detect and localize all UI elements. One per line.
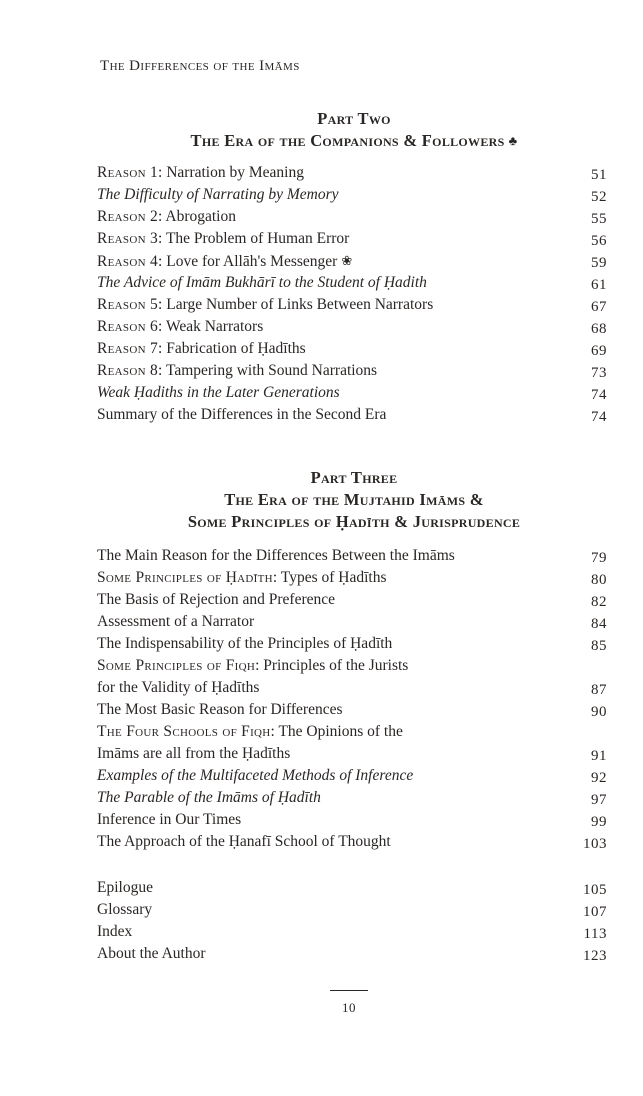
toc-reason-label: Reason 1 xyxy=(97,164,159,181)
page-number: 10 xyxy=(342,1000,356,1015)
toc-entry-title: Weak Ḥadiths in the Later Generations xyxy=(97,384,340,401)
toc-entry-title: Epilogue xyxy=(97,879,153,896)
toc-row[interactable] xyxy=(97,611,607,633)
toc-entry-title: The Advice of Imām Bukhārī to the Student of Ḥadith xyxy=(97,274,427,291)
toc-row[interactable] xyxy=(97,899,607,921)
toc-row[interactable] xyxy=(97,765,607,787)
toc-reason-label: Reason 2 xyxy=(97,208,159,225)
toc-page-number: 55 xyxy=(591,211,607,227)
toc-entry-title: : Types of Ḥadīths xyxy=(272,569,387,586)
toc-section-label: The Four Schools of Fiqh xyxy=(97,723,271,740)
toc-row[interactable] xyxy=(97,272,607,294)
toc-row[interactable] xyxy=(97,184,607,206)
toc-entry-title: : Tampering with Sound Narrations xyxy=(158,362,378,379)
toc-section-label: Some Principles of Fiqh xyxy=(97,657,256,674)
part-two-title: Part Two xyxy=(317,109,391,128)
toc-entry-title: Summary of the Differences in the Second Era xyxy=(97,406,387,423)
toc-row[interactable] xyxy=(97,338,607,360)
toc-entry-title: About the Author xyxy=(97,945,206,962)
running-head: The Differences of the Imāms xyxy=(100,58,300,74)
toc-page-number: 67 xyxy=(591,299,607,315)
part-three-subtitle-line1: The Era of the Mujtahid Imāms & xyxy=(224,490,484,509)
toc-entry-title: for the Validity of Ḥadīths xyxy=(97,679,260,696)
leaf-ornament-icon: ♣ xyxy=(508,133,518,148)
toc-page-number: 69 xyxy=(591,343,607,359)
toc-page-number: 79 xyxy=(591,550,607,566)
part-three-heading xyxy=(95,467,613,533)
toc-entry-title: : The Opinions of the xyxy=(270,723,403,740)
toc-page-number: 113 xyxy=(583,926,607,942)
toc-entry-title: The Parable of the Imāms of Ḥadīth xyxy=(97,789,321,806)
toc-row[interactable] xyxy=(97,567,607,589)
toc-page-number: 82 xyxy=(591,594,607,610)
toc-row[interactable] xyxy=(97,545,607,567)
toc-entry-title: : The Problem of Human Error xyxy=(158,230,350,247)
toc-page-number: 80 xyxy=(591,572,607,588)
toc-page-number: 99 xyxy=(591,814,607,830)
toc-entry-title: : Narration by Meaning xyxy=(158,164,304,181)
toc-row[interactable] xyxy=(97,743,607,765)
toc-page-number: 85 xyxy=(591,638,607,654)
toc-page-number: 103 xyxy=(583,836,607,852)
toc-entry-title: The Approach of the Ḥanafī School of Thought xyxy=(97,833,391,850)
toc-row[interactable] xyxy=(97,294,607,316)
toc-entry-title: The Basis of Rejection and Preference xyxy=(97,591,336,608)
toc-page-number: 84 xyxy=(591,616,607,632)
toc-entry-title: : Abrogation xyxy=(158,208,236,225)
toc-entry-title: Assessment of a Narrator xyxy=(97,613,255,630)
toc-page-number: 123 xyxy=(583,948,607,964)
toc-reason-label: Reason 4 xyxy=(97,253,159,270)
toc-entry-title: : Principles of the Jurists xyxy=(255,657,409,674)
toc-row[interactable] xyxy=(97,360,607,382)
toc-page-number: 74 xyxy=(591,387,607,403)
folio-rule xyxy=(330,990,368,991)
toc-page-number: 61 xyxy=(591,277,607,293)
toc-row[interactable] xyxy=(97,677,607,699)
toc-row[interactable] xyxy=(97,162,607,184)
toc-page-number: 73 xyxy=(591,365,607,381)
part-three-subtitle-line2: Some Principles of Ḥadīth & Jurisprudence xyxy=(187,512,521,531)
toc-row[interactable] xyxy=(97,382,607,404)
blessing-ornament-icon: ❀ xyxy=(341,253,353,268)
toc-entry-title: Inference in Our Times xyxy=(97,811,242,828)
toc-entry-title: Index xyxy=(97,923,133,940)
part-three-title: Part Three xyxy=(310,468,398,487)
toc-entry-title: The Indispensability of the Principles of Ḥadīth xyxy=(97,635,393,652)
toc-page-number: 74 xyxy=(591,409,607,425)
toc-page-number: 59 xyxy=(591,255,607,271)
toc-entry-title: : Large Number of Links Between Narrators xyxy=(158,296,434,313)
toc-entry-title: Glossary xyxy=(97,901,153,918)
toc-page-number: 51 xyxy=(591,167,607,183)
toc-row[interactable] xyxy=(97,787,607,809)
toc-row[interactable] xyxy=(97,404,607,426)
toc-page-number: 87 xyxy=(591,682,607,698)
toc-row[interactable] xyxy=(97,921,607,943)
toc-entry-title: The Main Reason for the Differences Between the Imāms xyxy=(97,547,455,564)
toc-entry-title: : Love for Allāh's Messenger xyxy=(158,253,338,270)
toc-entry-title: : Fabrication of Ḥadīths xyxy=(158,340,306,357)
toc-row[interactable] xyxy=(97,655,607,677)
toc-page-number: 91 xyxy=(591,748,607,764)
toc-row[interactable] xyxy=(97,633,607,655)
toc-reason-label: Reason 6 xyxy=(97,318,159,335)
toc-row[interactable] xyxy=(97,809,607,831)
part-two-heading xyxy=(95,108,613,152)
toc-reason-label: Reason 7 xyxy=(97,340,159,357)
toc-page-number: 97 xyxy=(591,792,607,808)
toc-row[interactable] xyxy=(97,699,607,721)
toc-reason-label: Reason 5 xyxy=(97,296,159,313)
toc-entry-title: : Weak Narrators xyxy=(158,318,264,335)
toc-page-number: 90 xyxy=(591,704,607,720)
toc-entry-title: The Difficulty of Narrating by Memory xyxy=(97,186,339,203)
toc-entry-title: Imāms are all from the Ḥadīths xyxy=(97,745,291,762)
toc-entry-title: Examples of the Multifaceted Methods of Inference xyxy=(97,767,414,784)
toc-reason-label: Reason 3 xyxy=(97,230,159,247)
toc-page-number: 52 xyxy=(591,189,607,205)
part-two-subtitle-line xyxy=(95,130,613,152)
toc-row[interactable] xyxy=(97,877,607,899)
part-two-subtitle: The Era of the Companions & Followers xyxy=(190,131,505,150)
toc-page-number: 92 xyxy=(591,770,607,786)
toc-page-number: 105 xyxy=(583,882,607,898)
toc-row[interactable] xyxy=(97,206,607,228)
toc-row[interactable] xyxy=(97,316,607,338)
toc-row[interactable] xyxy=(97,589,607,611)
toc-section-label: Some Principles of Ḥadīth xyxy=(97,569,273,586)
toc-row[interactable] xyxy=(97,943,607,965)
toc-entry-title: The Most Basic Reason for Differences xyxy=(97,701,343,718)
toc-row[interactable] xyxy=(97,250,607,272)
toc-row[interactable] xyxy=(97,721,607,743)
toc-row[interactable] xyxy=(97,228,607,250)
toc-page-number: 107 xyxy=(583,904,607,920)
toc-reason-label: Reason 8 xyxy=(97,362,159,379)
toc-row[interactable] xyxy=(97,831,607,853)
toc-page-number: 68 xyxy=(591,321,607,337)
toc-page-number: 56 xyxy=(591,233,607,249)
